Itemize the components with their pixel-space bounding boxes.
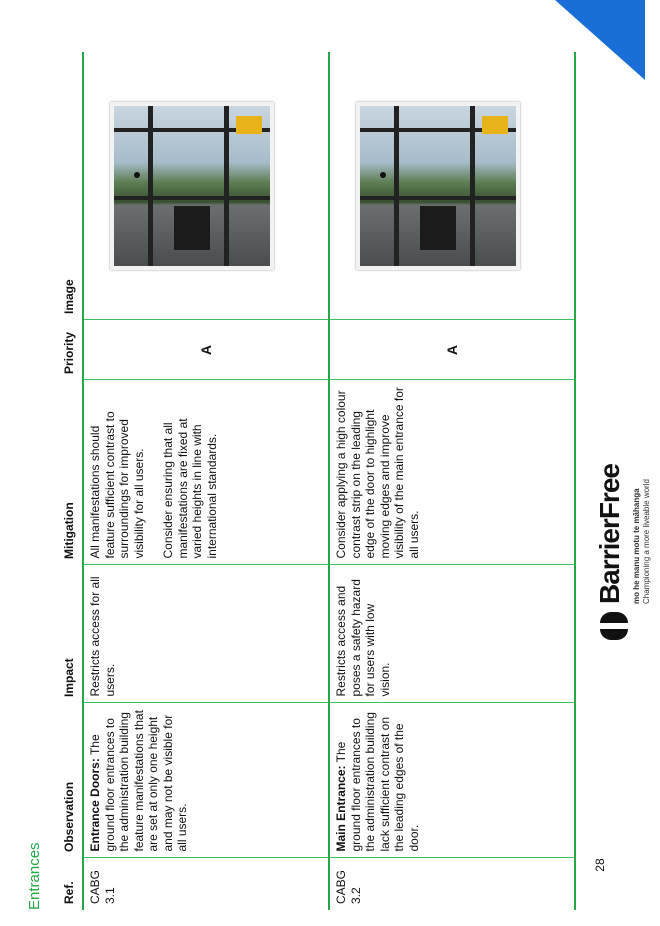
impact-cell: Restricts access for all users. — [83, 565, 329, 703]
table-header-row — [52, 52, 83, 910]
mitigation-text: All manifestations should feature sufficient contrast to surroundings for improved visibility for all users. — [88, 411, 146, 559]
header-mitigation: Mitigation — [62, 502, 76, 559]
page-number: 28 — [593, 858, 607, 872]
mitigation-cell — [83, 380, 329, 565]
observation-text: The ground floor entrances to the administration building lack sufficient contrast on the leading edges of the door. — [334, 712, 421, 852]
logo-tagline: Championing a more liveable world — [642, 479, 651, 604]
mitigation-text: Consider applying a high colour contrast strip on the leading edge of the door to highlight moving edges and improve visibility of the main entrance for all users. — [334, 387, 421, 559]
image-cell — [83, 52, 329, 320]
impact-cell: Restricts access and poses a safety hazard for users with low vision. — [329, 565, 575, 703]
header-priority: Priority — [62, 331, 76, 374]
priority-cell: A — [83, 320, 329, 380]
main-entrance-photo — [356, 102, 520, 270]
audit-table — [52, 52, 576, 910]
logo-container — [590, 330, 660, 670]
logo-name: BarrierFree — [594, 464, 625, 604]
mitigation-text: Consider ensuring that all manifestations are fixed at varied heights in line with international standards. — [161, 418, 219, 559]
logo-tagline: mo he manu motu te māhanga — [632, 488, 641, 604]
observation-cell — [329, 703, 575, 858]
section-title: Entrances — [26, 842, 43, 910]
logo-mark-icon — [600, 612, 628, 640]
header-image: Image — [62, 279, 76, 314]
header-impact: Impact — [62, 658, 76, 697]
ref-cell: CABG 3.1 — [83, 858, 329, 910]
observation-cell — [83, 703, 329, 858]
table-row — [83, 52, 329, 910]
table-row — [329, 52, 575, 910]
image-cell — [329, 52, 575, 320]
observation-text: The ground floor entrances to the administration building feature manifestations that are set at only one height and may not be visible for all users. — [88, 710, 189, 852]
entrance-doors-photo — [110, 102, 274, 270]
rotated-page — [0, 40, 580, 920]
barrierfree-logo — [590, 330, 660, 670]
priority-cell: A — [329, 320, 575, 380]
ref-cell: CABG 3.2 — [329, 858, 575, 910]
mitigation-cell — [329, 380, 575, 565]
header-observation: Observation — [62, 781, 76, 852]
observation-title: Main Entrance: — [334, 765, 348, 852]
header-ref: Ref. — [62, 881, 76, 904]
observation-title: Entrance Doors: — [88, 758, 102, 852]
